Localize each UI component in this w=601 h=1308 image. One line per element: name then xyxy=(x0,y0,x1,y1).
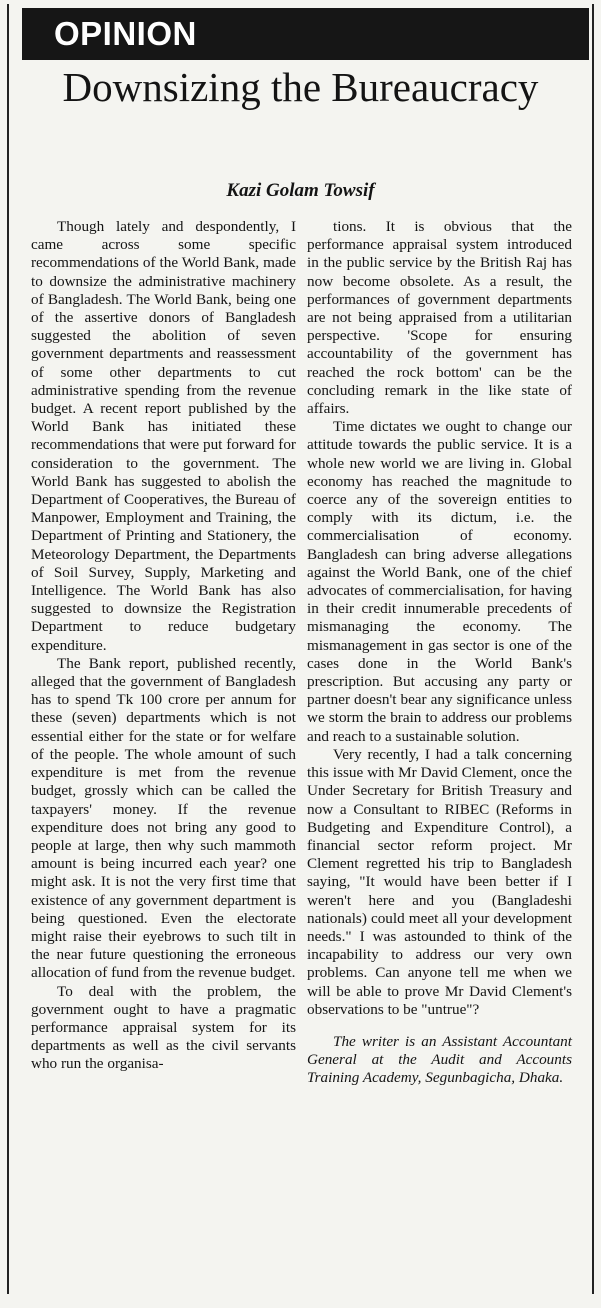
paragraph: Time dictates we ought to change our attitude towards the public service. It is a whole new world we are living in. Global economy has reached the magnitude to coerce any of the sovereign entities to comply with its dictum, i.e. the commercialisation of economy. Bangladesh can bring adverse allegations against the World Bank, one of the chief advocates of commercialisation, for having in their credit innumerable precedents of mismanaging the economy. The mismanagement in gas sector is one of the cases done in the World Bank's prescription. But accusing any party or partner doesn't bear any significance unless we storm the brain to address our problems and reach to a sustainable solution. xyxy=(307,418,572,745)
byline: Kazi Golam Towsif xyxy=(226,180,375,201)
author-note: The writer is an Assistant Accountant General at the Audit and Accounts Training Academy, Segunbagicha, Dhaka. xyxy=(307,1032,572,1087)
paragraph: Though lately and despondently, I came across some specific recommendations of the World Bank, made to downsize the administrative machinery of Bangladesh. The World Bank, being one of the assertive donors of Bangladesh suggested the abolition of seven government departments and reassessment of some other departments to cut administrative spending from the revenue budget. A recent report published by the World Bank has initiated these recommendations that were put forward for consideration to the government. The World Bank has suggested to abolish the Department of Cooperatives, the Bureau of Manpower, Employment and Training, the Department of Printing and Stationery, the Meteorology Department, the Departments of Soil Survey, Supply, Marketing and Intelligence. The World Bank has also suggested to downsize the Registration Department to reduce budgetary expenditure. xyxy=(31,218,296,654)
article-column-2 xyxy=(307,218,572,1088)
opinion-article xyxy=(7,4,594,1294)
paragraph: tions. It is obvious that the performance appraisal system introduced in the public service by the British Raj has now become obsolete. As a result, the performances of government departments are not being appraised from a utilitarian perspective. 'Scope for ensuring accountability of the government has reached the rock bottom' can be the concluding remark in the like state of affairs. xyxy=(307,218,572,418)
article-column-1 xyxy=(31,218,296,1074)
paragraph: To deal with the problem, the government ought to have a pragmatic performance appraisal system for its departments as well as the civil servants who run the organisa- xyxy=(31,982,296,1073)
paragraph: The Bank report, published recently, alleged that the government of Bangladesh has to spend Tk 100 crore per annum for these (seven) departments which is not essential either for the state or for welfare of the people. The whole amount of such expenditure is met from the revenue budget, grossly which can be called the taxpayers' money. If the revenue expenditure does not bring any good to people at large, then why such mammoth amount is being incurred each year? one might ask. It is not the very first time that existence of any government department is being questioned. Even the electorate might raise their eyebrows to such tilt in the near future questioning the erroneous allocation of fund from the revenue budget. xyxy=(31,654,296,982)
section-banner: OPINION xyxy=(22,8,589,60)
headline: Downsizing the Bureaucracy xyxy=(62,64,539,110)
paragraph: Very recently, I had a talk concerning this issue with Mr David Clement, once the Under Secretary for British Treasury and now a Consultant to RIBEC (Reforms in Budgeting and Expenditure Control), a financial sector reform project. Mr Clement regretted his trip to Bangladesh saying, "It would have been better if I weren't here and you (Bangladeshi nationals) could meet all your development needs." I was astounded to think of the incapability to address our very own problems. Can anyone tell me when we will be able to prove Mr David Clement's observations to be "untrue"? xyxy=(307,745,572,1018)
